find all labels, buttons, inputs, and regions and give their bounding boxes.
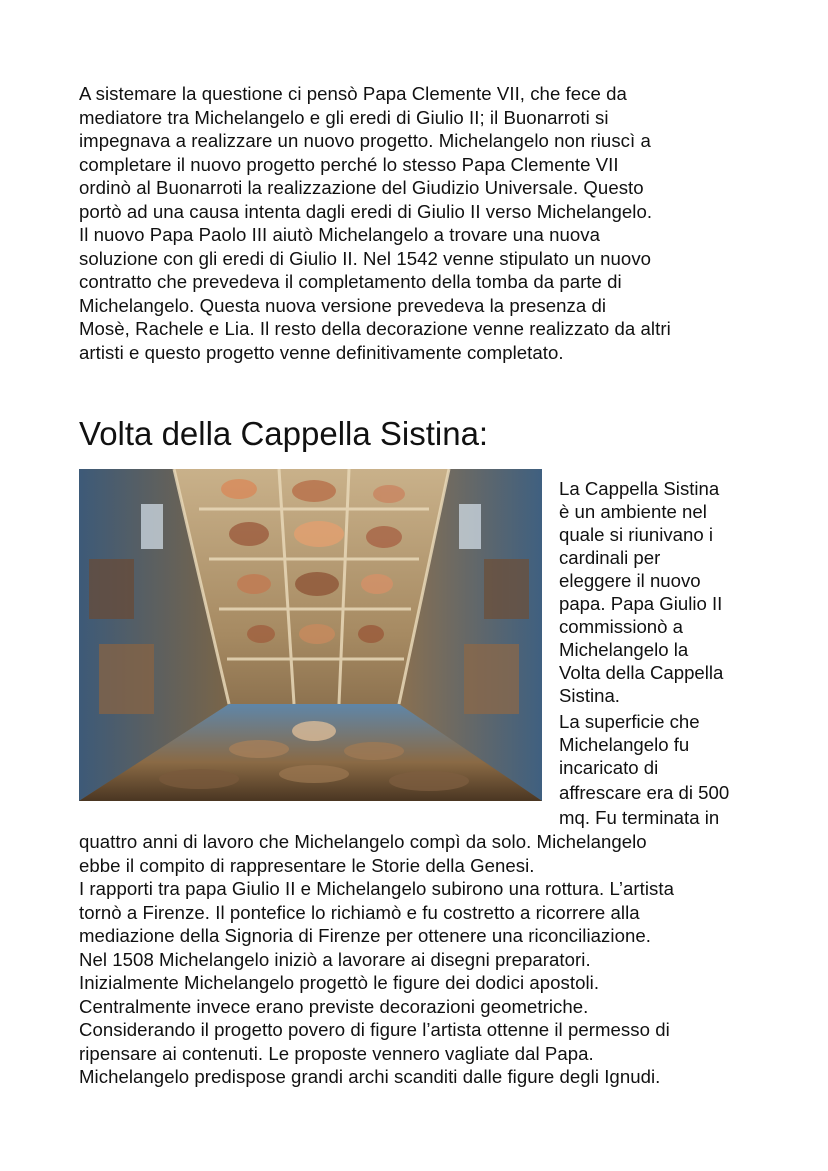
text-line: affrescare era di 500 [559, 782, 730, 803]
sistine-chapel-photo [79, 469, 542, 801]
text-line: artisti e questo progetto venne definitivamente completato. [79, 341, 564, 363]
text-line: Michelangelo predispose grandi archi scanditi dalle figure degli Ignudi. [79, 1066, 661, 1087]
text-line: incaricato di [559, 757, 659, 778]
text-line: Inizialmente Michelangelo progettò le figure dei dodici apostoli. [79, 972, 600, 993]
text-line: Michelangelo la [559, 639, 689, 660]
text-line: quattro anni di lavoro che Michelangelo compì da solo. Michelangelo [79, 831, 647, 852]
text-line: mq. Fu terminata in [559, 807, 720, 828]
section-heading: Volta della Cappella Sistina: [79, 415, 489, 452]
sistine-chapel-image [79, 469, 542, 801]
text-line: cardinali per [559, 547, 661, 568]
text-line: Mosè, Rachele e Lia. Il resto della decorazione venne realizzato da altri [79, 318, 671, 339]
text-line: Considerando il progetto povero di figure l’artista ottenne il permesso di [79, 1019, 670, 1040]
text-line: A sistemare la questione ci pensò Papa Clemente VII, che fece da [79, 83, 627, 104]
text-line: soluzione con gli eredi di Giulio II. Nel 1542 venne stipulato un nuovo [79, 247, 652, 269]
text-line: mediazione della Signoria di Firenze per ottenere una riconciliazione. [79, 925, 651, 946]
text-line: La Cappella Sistina [559, 478, 720, 499]
text-line: Il nuovo Papa Paolo III aiutò Michelangelo a trovare una nuova [79, 224, 600, 245]
text-line: contratto che prevedeva il completamento della tomba da parte di [79, 271, 622, 292]
text-line: portò ad una causa intenta dagli eredi di Giulio II verso Michelangelo. [79, 200, 653, 222]
text-line: Sistina. [559, 685, 620, 706]
text-line: papa. Papa Giulio II [559, 593, 723, 614]
text-line: Centralmente invece erano previste decorazioni geometriche. [79, 995, 589, 1017]
text-line: ripensare ai contenuti. Le proposte vennero vagliate dal Papa. [79, 1042, 594, 1064]
text-line: è un ambiente nel [559, 501, 707, 522]
text-line: commissionò a [559, 616, 684, 637]
text-line: impegnava a realizzare un nuovo progetto. Michelangelo non riuscì a [79, 130, 651, 151]
text-line: La superficie che [559, 711, 700, 732]
text-line: ebbe il compito di rappresentare le Storie della Genesi. [79, 854, 535, 876]
text-line: Michelangelo. Questa nuova versione prevedeva la presenza di [79, 294, 607, 316]
text-line: quale si riunivano i [559, 524, 714, 545]
text-line: Volta della Cappella [559, 662, 724, 683]
text-line: Nel 1508 Michelangelo iniziò a lavorare ai disegni preparatori. [79, 948, 591, 970]
text-line: Michelangelo fu [559, 734, 690, 755]
text-line: mediatore tra Michelangelo e gli eredi di Giulio II; il Buonarroti si [79, 106, 609, 128]
text-line: tornò a Firenze. Il pontefice lo richiamò e fu costretto a ricorrere alla [79, 901, 640, 923]
text-line: eleggere il nuovo [559, 570, 701, 591]
text-line: completare il nuovo progetto perché lo stesso Papa Clemente VII [79, 153, 619, 175]
text-line: I rapporti tra papa Giulio II e Michelangelo subirono una rottura. L’artista [79, 878, 675, 899]
text-line: ordinò al Buonarroti la realizzazione del Giudizio Universale. Questo [79, 177, 644, 198]
